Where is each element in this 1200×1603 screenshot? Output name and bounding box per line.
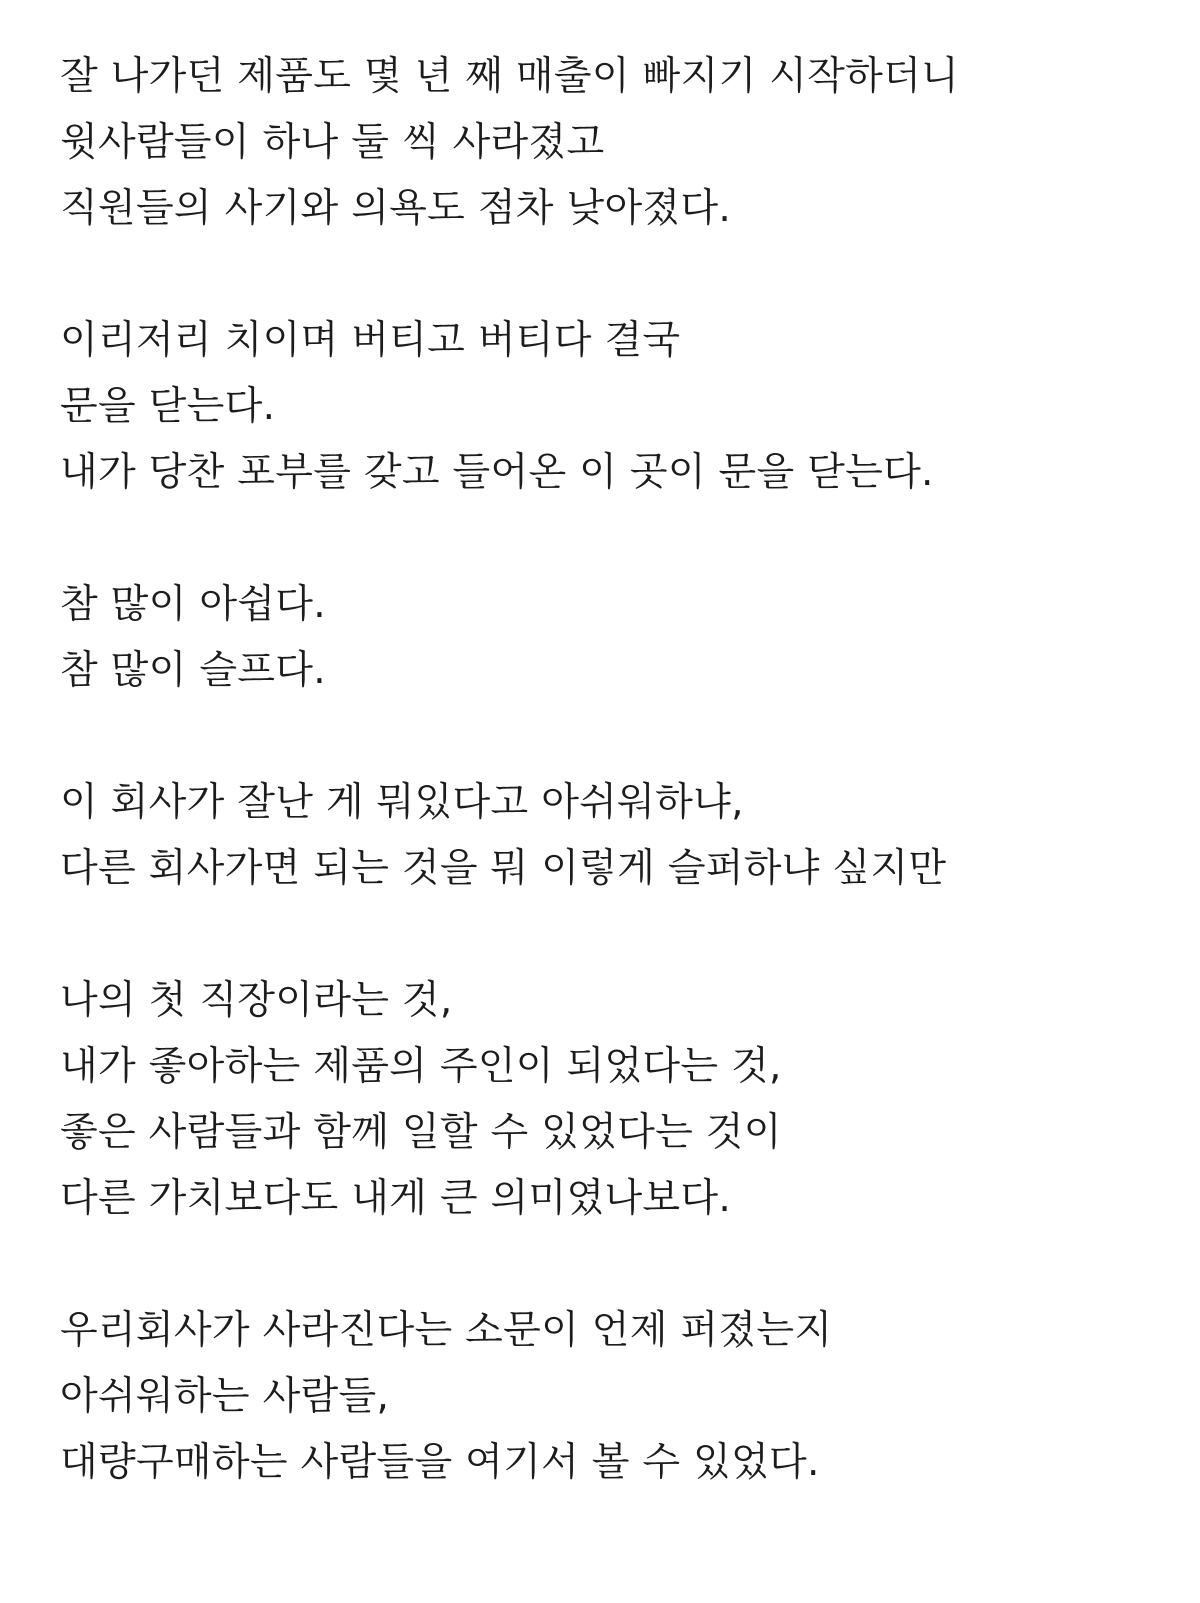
text-line: 직원들의 사기와 의욕도 점차 낮아졌다. bbox=[60, 186, 732, 231]
text-line: 윗사람들이 하나 둘 씩 사라졌고 bbox=[60, 120, 605, 165]
text-line: 잘 나가던 제품도 몇 년 째 매출이 빠지기 시작하더니 bbox=[60, 54, 960, 99]
text-line: 이리저리 치이며 버티고 버티다 결국 bbox=[60, 318, 681, 363]
paragraph-3 bbox=[60, 572, 1170, 704]
text-line: 다른 가치보다도 내게 큰 의미였나보다. bbox=[60, 1176, 732, 1221]
post-body bbox=[60, 44, 1170, 1496]
paragraph-5 bbox=[60, 968, 1170, 1232]
text-line: 아쉬워하는 사람들, bbox=[60, 1374, 390, 1419]
text-line: 우리회사가 사라진다는 소문이 언제 퍼졌는지 bbox=[60, 1308, 833, 1353]
text-line: 이 회사가 잘난 게 뭐있다고 아쉬워하냐, bbox=[60, 780, 744, 825]
text-line: 좋은 사람들과 함께 일할 수 있었다는 것이 bbox=[60, 1110, 782, 1155]
text-line: 참 많이 슬프다. bbox=[60, 648, 326, 693]
text-line: 대량구매하는 사람들을 여기서 볼 수 있었다. bbox=[60, 1440, 820, 1485]
paragraph-2 bbox=[60, 308, 1170, 506]
paragraph-4 bbox=[60, 770, 1170, 902]
text-line: 다른 회사가면 되는 것을 뭐 이렇게 슬퍼하냐 싶지만 bbox=[60, 846, 947, 891]
paragraph-6 bbox=[60, 1298, 1170, 1496]
text-line: 문을 닫는다. bbox=[60, 384, 276, 429]
text-line: 내가 좋아하는 제품의 주인이 되었다는 것, bbox=[60, 1044, 782, 1089]
text-line: 나의 첫 직장이라는 것, bbox=[60, 978, 453, 1023]
text-line: 참 많이 아쉽다. bbox=[60, 582, 326, 627]
paragraph-1 bbox=[60, 44, 1170, 242]
text-line: 내가 당찬 포부를 갖고 들어온 이 곳이 문을 닫는다. bbox=[60, 450, 934, 495]
